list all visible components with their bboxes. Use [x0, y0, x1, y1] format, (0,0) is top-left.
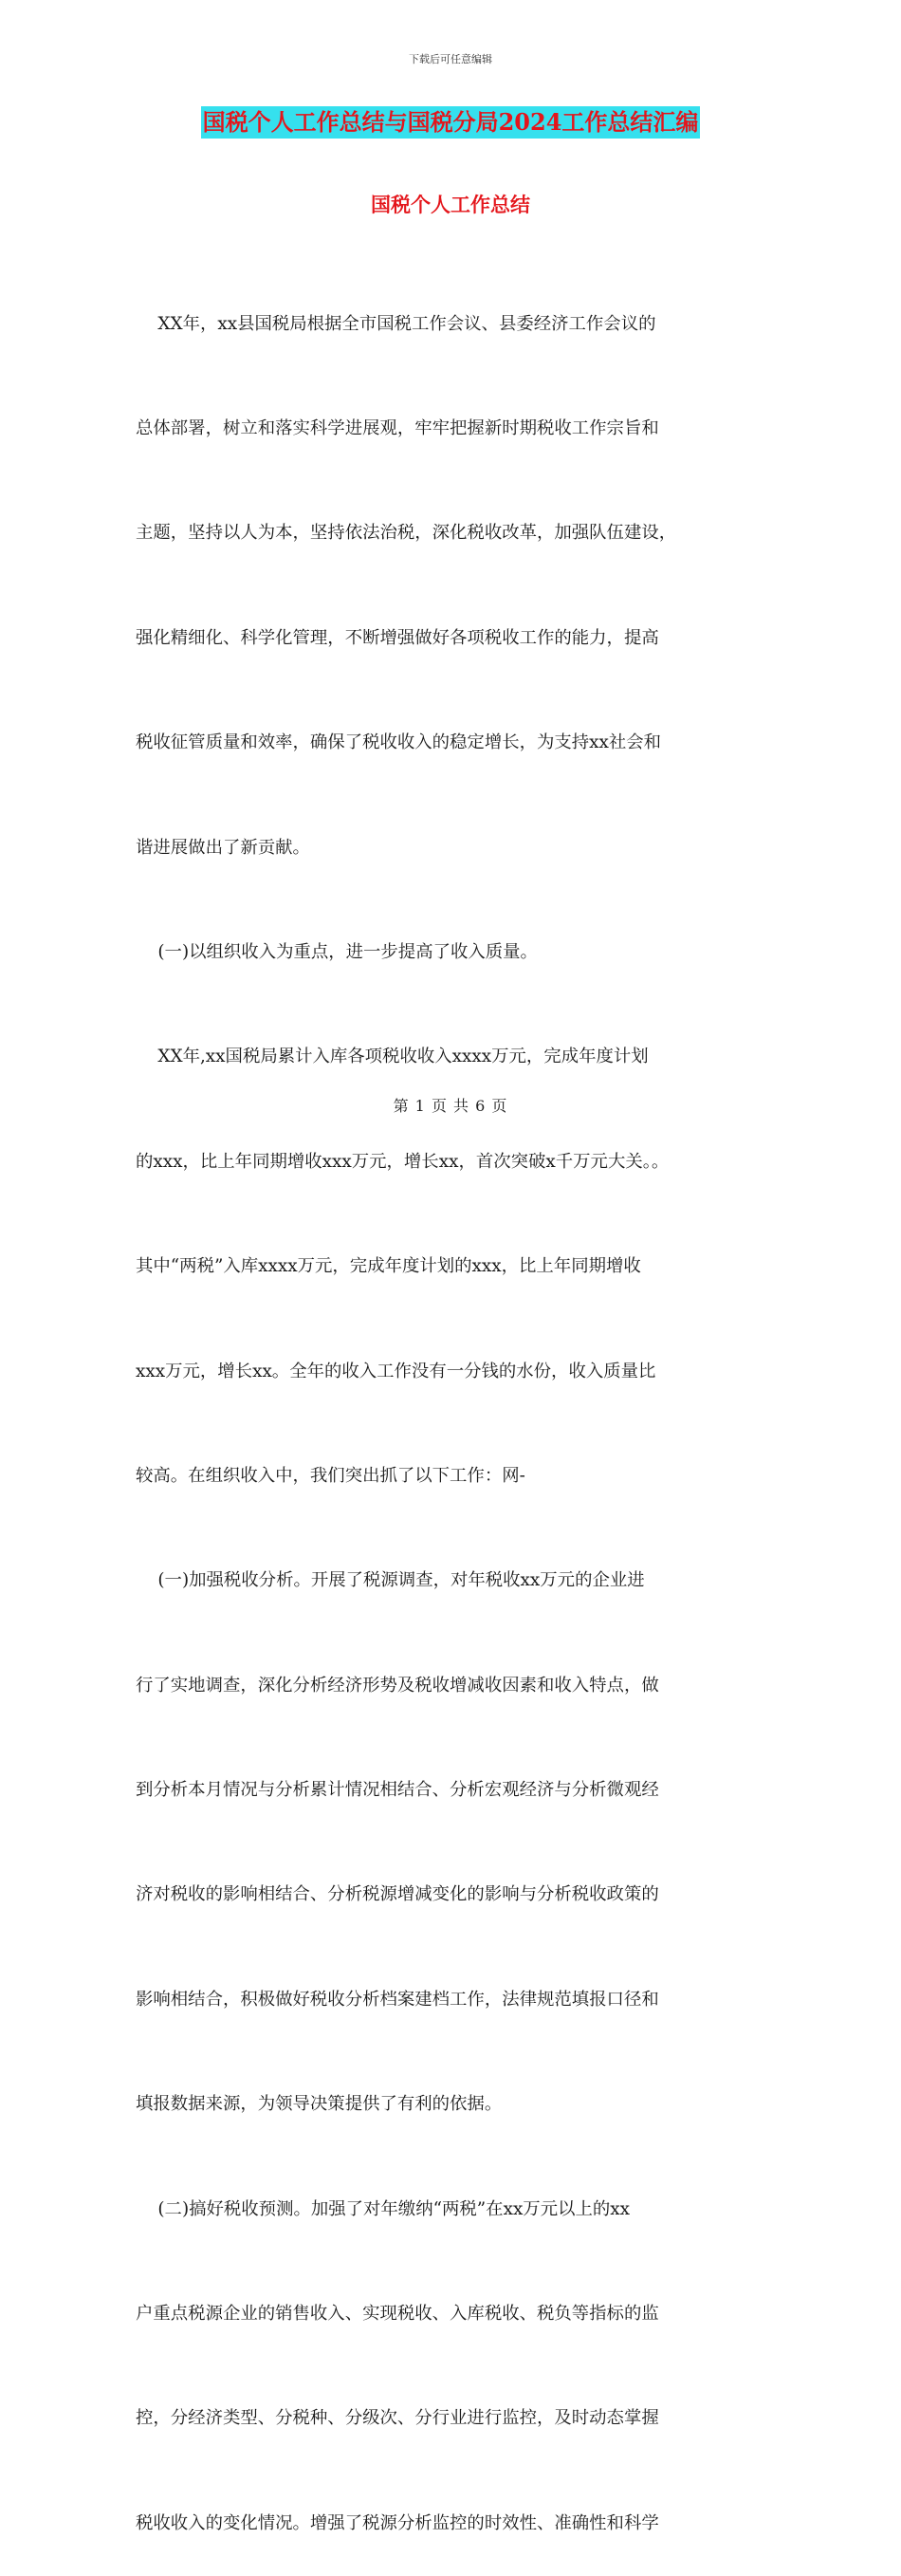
body-line: XX年,xx国税局累计入库各项税收收入xxxx万元，完成年度计划 — [136, 1047, 649, 1067]
main-title: 国税个人工作总结与国税分局2024工作总结汇编 — [201, 106, 701, 139]
body-line: (一)加强税收分析。开展了税源调查，对年税收xx万元的企业进 — [136, 1570, 645, 1591]
body-line: 主题，坚持以人为本，坚持依法治税，深化税收改革，加强队伍建设， — [136, 523, 677, 544]
body-line: 其中“两税”入库xxxx万元，完成年度计划的xxx，比上年同期增收 — [136, 1256, 641, 1277]
page-number-footer: 第 1 页 共 6 页 — [393, 1097, 508, 1115]
body-line: 户重点税源企业的销售收入、实现税收、入库税收、税负等指标的监 — [136, 2304, 659, 2325]
body-line: 谐进展做出了新贡献。 — [136, 837, 310, 858]
body-line: 填报数据来源，为领导决策提供了有利的依据。 — [136, 2094, 503, 2115]
header-note: 下载后可任意编辑 — [409, 53, 492, 65]
body-line: (二)搞好税收预测。加强了对年缴纳“两税”在xx万元以上的xx — [136, 2198, 631, 2219]
body-line: 的xxx，比上年同期增收xxx万元，增长xx，首次突破x千万元大关。。 — [136, 1151, 670, 1172]
body-line: 税收征管质量和效率，确保了税收收入的稳定增长，为支持xx社会和 — [136, 732, 662, 753]
body-line: 强化精细化、科学化管理，不断增强做好各项税收工作的能力，提高 — [136, 627, 659, 648]
body-line: 控，分经济类型、分税种、分级次、分行业进行监控，及时动态掌握 — [136, 2408, 659, 2429]
body-text — [136, 237, 781, 2576]
body-line: xxx万元，增长xx。全年的收入工作没有一分钱的水份，收入质量比 — [136, 1361, 656, 1381]
body-line: 总体部署，树立和落实科学进展观，牢牢把握新时期税收工作宗旨和 — [136, 417, 659, 438]
body-line: (一)以组织收入为重点，进一步提高了收入质量。 — [136, 941, 538, 962]
body-line: 影响相结合，积极做好税收分析档案建档工作，法律规范填报口径和 — [136, 1989, 659, 2010]
body-line: 济对税收的影响相结合、分析税源增减变化的影响与分析税收政策的 — [136, 1884, 659, 1905]
body-line: 行了实地调查，深化分析经济形势及税收增减收因素和收入特点，做 — [136, 1675, 659, 1696]
body-line: XX年，xx县国税局根据全市国税工作会议、县委经济工作会议的 — [136, 313, 656, 334]
main-title-container — [0, 106, 901, 139]
body-line: 税收收入的变化情况。增强了税源分析监控的时效性、准确性和科学 — [136, 2512, 659, 2533]
section-title: 国税个人工作总结 — [371, 193, 530, 216]
body-line: 到分析本月情况与分析累计情况相结合、分析宏观经济与分析微观经 — [136, 1780, 659, 1801]
body-line: 较高。在组织收入中，我们突出抓了以下工作：网- — [136, 1465, 525, 1486]
